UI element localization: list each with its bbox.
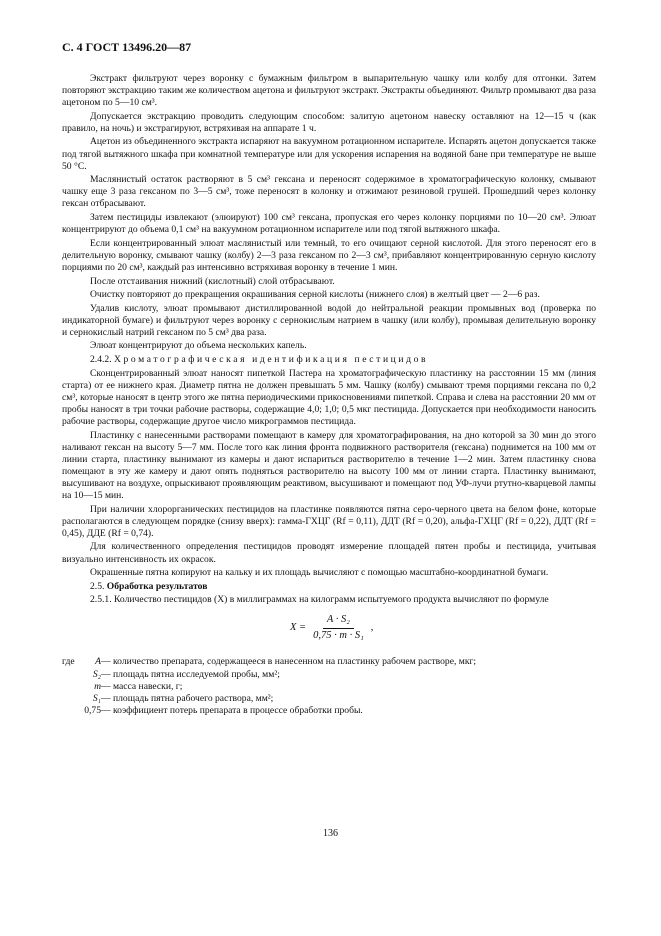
- paragraph: Экстракт фильтруют через воронку с бумажным фильтром в выпарительную чашку или колбу для отгонки. Затем повторяют экстракцию таким же количеством ацетона и фильтруют экстракт. Экстракты объединяют. Фильтр промывают два раза ацетоном по 5—10 см³.: [62, 73, 596, 109]
- formula: [62, 608, 596, 652]
- definition-symbol: S₂: [92, 668, 101, 680]
- section-number: 2.5.: [90, 580, 105, 592]
- section-title: Обработка результатов: [106, 580, 208, 592]
- definition-row: [62, 669, 476, 681]
- dash: —: [101, 692, 111, 704]
- paragraph: После отстаивания нижний (кислотный) слой отбрасывают.: [90, 275, 335, 287]
- definition-text: масса навески, г;: [113, 680, 183, 692]
- definition-text: коэффициент потерь препарата в процессе обработки пробы.: [113, 704, 363, 716]
- page-number: 136: [323, 828, 338, 839]
- paragraph: При наличии хлорорганических пестицидов на пластинке появляются пятна серо-черного цвета на белом фоне, которые располагаются в следующем порядке (снизу вверх): гамма-ГХЦГ (Rf = 0,11), ДДТ (Rf = 0,20), альфа-ГХЦГ (Rf = 0,22), ДДТ (Rf = 0,45), ДДЕ (Rf = 0,74).: [62, 503, 596, 539]
- document-body: [62, 73, 596, 717]
- formula-numerator: A · S₂: [323, 614, 354, 628]
- formula-trailing: ,: [370, 621, 374, 633]
- paragraph: 2.5.1. Количество пестицидов (X) в миллиграммах на килограмм испытуемого продукта вычисляют по формуле: [90, 594, 549, 606]
- section-number: 2.4.2.: [90, 354, 112, 366]
- paragraph: Для количественного определения пестицидов проводят измерение площадей пятен пробы и пестицида, учитывая визуально интенсивность их окрасок.: [62, 541, 596, 565]
- paragraph: Затем пестициды извлекают (элюируют) 100 см³ гексана, пропуская его через колонку порциями по 10—20 см³. Элюат концентрируют до объема 0,1 см³ на вакуумном ротационном испарителе или под тягой вытяжного шкафа.: [62, 212, 596, 236]
- definition-text: площадь пятна рабочего раствора, мм²;: [113, 692, 274, 704]
- dash: —: [101, 704, 111, 716]
- definition-row: [62, 681, 476, 693]
- paragraph: Пластинку с нанесенными растворами помещают в камеру для хроматографирования, на дно которой за 30 мин до этого наливают гексан на высоту 5—7 мм. После того как линия фронта подвижного растворителя (гексана) поднимется на 100 мм от линии старта, пластинку вынимают из камеры и дают испариться растворителю в течение 1—2 мин. Затем пластинку снова помещают в эту же камеру и дают опять подняться растворителю на высоту 100 мм от линии старта. Пластинку вынимают, высушивают на воздухе, опрыскивают проявляющим реактивом, высушивают и помещают под УФ-лучи ртутно-кварцевой лампы на 10—15 мин.: [62, 429, 596, 502]
- definition-symbol: S₁: [92, 692, 101, 704]
- paragraph: Допускается экстракцию проводить следующим способом: залитую ацетоном навеску оставляют на 12—15 ч (как правило, на ночь) и экстрагируют, встряхивая на аппарате 1 ч.: [62, 110, 596, 134]
- paragraph: Очистку повторяют до прекращения окрашивания серной кислоты (нижнего слоя) в желтый цвет — 2—6 раз.: [90, 289, 540, 301]
- definition-row: [62, 656, 476, 668]
- definition-symbol: 0,75: [84, 704, 101, 716]
- dash: —: [101, 680, 111, 692]
- section-heading-2-4-2: [62, 354, 596, 366]
- formula-denominator: 0,75 · m · S₁: [313, 629, 364, 641]
- definition-row: [62, 705, 476, 717]
- page-header: С. 4 ГОСТ 13496.20—87: [62, 40, 192, 54]
- paragraph: Маслянистый остаток растворяют в 5 см³ гексана и переносят содержимое в хроматографическую колонку, смывают чашку еще 3 раза гексаном по 3—5 см³, тоже переносят в колонку и отжимают резиновой грушей. Прошедший через колонку гексан отбрасывают.: [62, 174, 596, 210]
- paragraph: Ацетон из объединенного экстракта испаряют на вакуумном ротационном испарителе. Испарять ацетон допускается также под тягой вытяжного шкафа при комнатной температуре или для ускорения испарения на водяной бане при температуре не выше 50 °С.: [62, 136, 596, 172]
- definition-row: [62, 693, 476, 705]
- section-heading-2-5: [62, 581, 596, 593]
- paragraph: Элюат концентрируют до объема нескольких капель.: [90, 340, 307, 352]
- paragraph: Сконцентрированный элюат наносят пипеткой Пастера на хроматографическую пластинку на расстоянии 15 мм (линия старта) от ее нижнего края. Диаметр пятна не должен превышать 5 мм. Чашку (колбу) смывают тремя порциями гексана по 0,2 см³, которые наносят в центр этого же пятна периодическими прикосновениями пипеткой. Справа и слева на расстоянии 20 мм от пробы наносят в три точки рабочие растворы, содержащие 4,0; 1,0; 0,5 мкг пестицида. Допускается при необходимости наносить рабочие растворы, содержащие другое число микрограммов пестицида.: [62, 367, 596, 428]
- definitions-list: [62, 656, 476, 716]
- section-title: Хроматографическая идентификация пестицидов: [114, 354, 429, 366]
- paragraph: Окрашенные пятна копируют на кальку и их площадь вычисляют с помощью масштабно-координатной бумаги.: [90, 567, 549, 579]
- formula-lhs: X =: [290, 621, 307, 633]
- definition-symbol: A: [95, 656, 101, 668]
- definition-symbol: m: [94, 680, 101, 692]
- formula-fraction: [309, 614, 368, 641]
- paragraph: Удалив кислоту, элюат промывают дистиллированной водой до нейтральной реакции промывных вод (проверка по индикаторной бумаге) и фильтруют через воронку с сернокислым натрием в чашку (или колбу), промывая делительную воронку и сернокислый натрий гексаном по 5 см³ два раза.: [62, 302, 596, 338]
- dash: —: [101, 656, 111, 668]
- dash: —: [101, 668, 111, 680]
- definition-text: количество препарата, содержащееся в нанесенном на пластинку рабочем растворе, мкг;: [113, 656, 477, 668]
- definition-text: площадь пятна исследуемой пробы, мм²;: [113, 668, 280, 680]
- paragraph: Если концентрированный элюат маслянистый или темный, то его очищают серной кислотой. Для этого переносят его в делительную воронку, смывают чашку (колбу) 2—3 раза гексаном по 2—3 см³, прибавляют концентрированную серную кислоту порциями по 20 см³, каждый раз интенсивно встряхивая воронку в течение 1 мин.: [62, 237, 596, 273]
- where-label: где: [62, 656, 75, 668]
